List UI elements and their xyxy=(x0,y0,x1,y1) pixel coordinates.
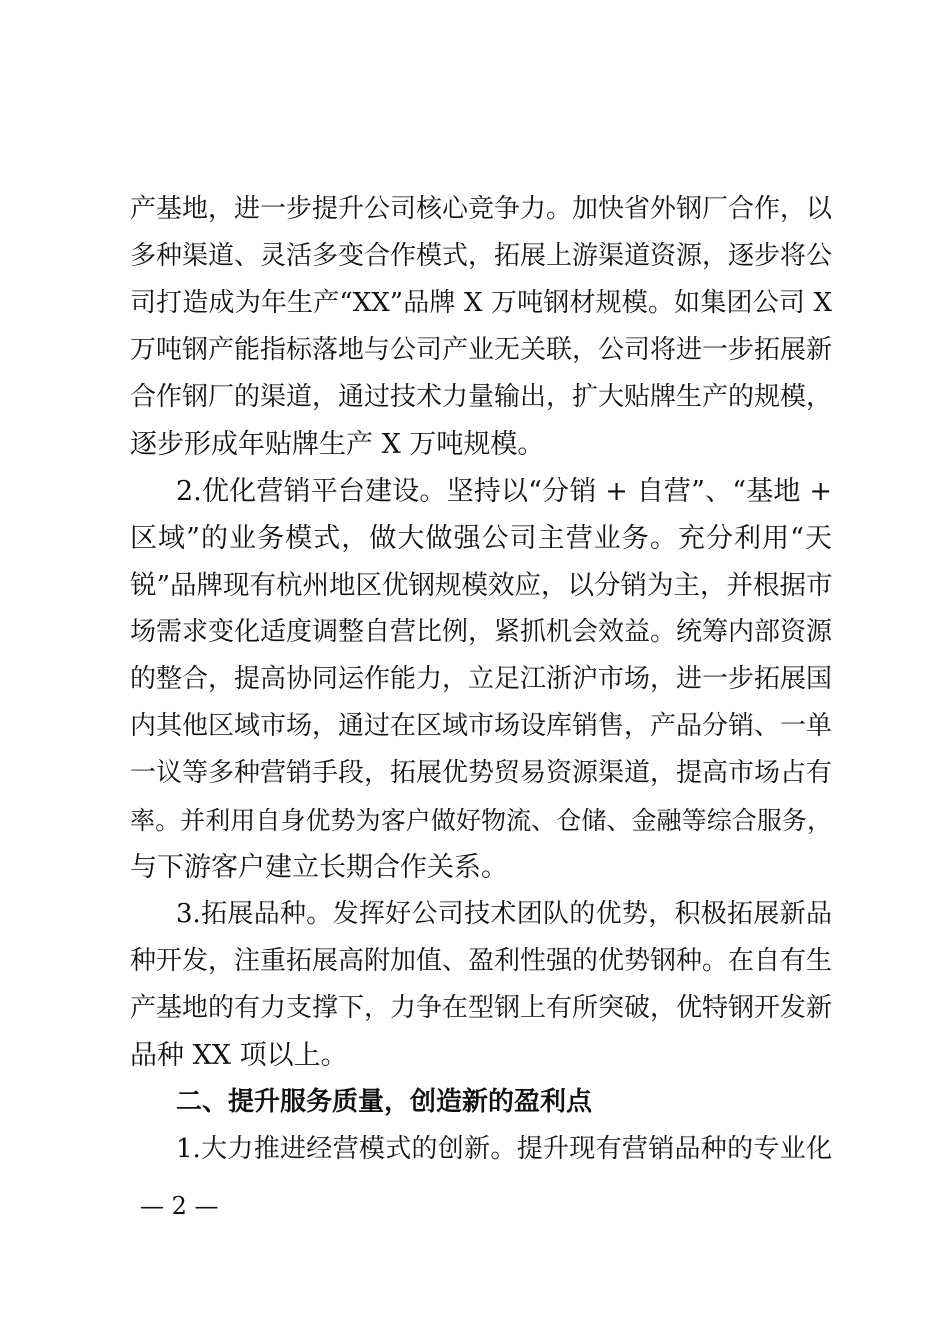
text-line: 区域”的业务模式，做大做强公司主营业务。充分利用“天 xyxy=(130,523,832,554)
text-line: 内其他区域市场，通过在区域市场设库销售，产品分销、一单 xyxy=(130,711,833,741)
text-line: 率。并利用自身优势为客户做好物流、仓储、金融等综合服务， xyxy=(130,806,832,835)
text-line: 产基地的有力支撑下，力争在型钢上有所突破，优特钢开发新 xyxy=(130,993,833,1023)
text-line: 种开发，注重拓展高附加值、盈利性强的优势钢种。在自有生 xyxy=(130,946,833,976)
paragraph-start-line: 2.优化营销平台建设。坚持以“分销 + 自营”、“基地 + xyxy=(176,476,832,507)
section-heading: 二、提升服务质量，创造新的盈利点 xyxy=(176,1087,593,1117)
text-line: 场需求变化适度调整自营比例，紧抓机会效益。统筹内部资源 xyxy=(130,617,833,647)
text-line: 一议等多种营销手段，拓展优势贸易资源渠道，提高市场占有 xyxy=(130,758,833,788)
paragraph-start-line: 3.拓展品种。发挥好公司技术团队的优势，积极拓展新品 xyxy=(176,899,832,929)
text-line: 逐步形成年贴牌生产 X 万吨规模。 xyxy=(130,429,545,460)
text-line: 合作钢厂的渠道，通过技术力量输出，扩大贴牌生产的规模， xyxy=(130,382,833,412)
paragraph-start-line: 1.大力推进经营模式的创新。提升现有营销品种的专业化 xyxy=(176,1134,832,1164)
text-line: 多种渠道、灵活多变合作模式，拓展上游渠道资源，逐步将公 xyxy=(130,241,833,271)
text-line: 产基地，进一步提升公司核心竞争力。加快省外钢厂合作，以 xyxy=(130,194,833,224)
text-line: 万吨钢产能指标落地与公司产业无关联，公司将进一步拓展新 xyxy=(130,335,833,365)
text-line: 与下游客户建立长期合作关系。 xyxy=(130,852,508,883)
text-line: 品种 XX 项以上。 xyxy=(130,1040,348,1071)
page-number: — 2 — xyxy=(140,1192,219,1220)
text-line: 的整合，提高协同运作能力，立足江浙沪市场，进一步拓展国 xyxy=(130,664,833,694)
text-line: 锐”品牌现有杭州地区优钢规模效应，以分销为主，并根据市 xyxy=(130,570,833,601)
text-line: 司打造成为年生产“XX”品牌 X 万吨钢材规模。如集团公司 X xyxy=(130,288,832,318)
